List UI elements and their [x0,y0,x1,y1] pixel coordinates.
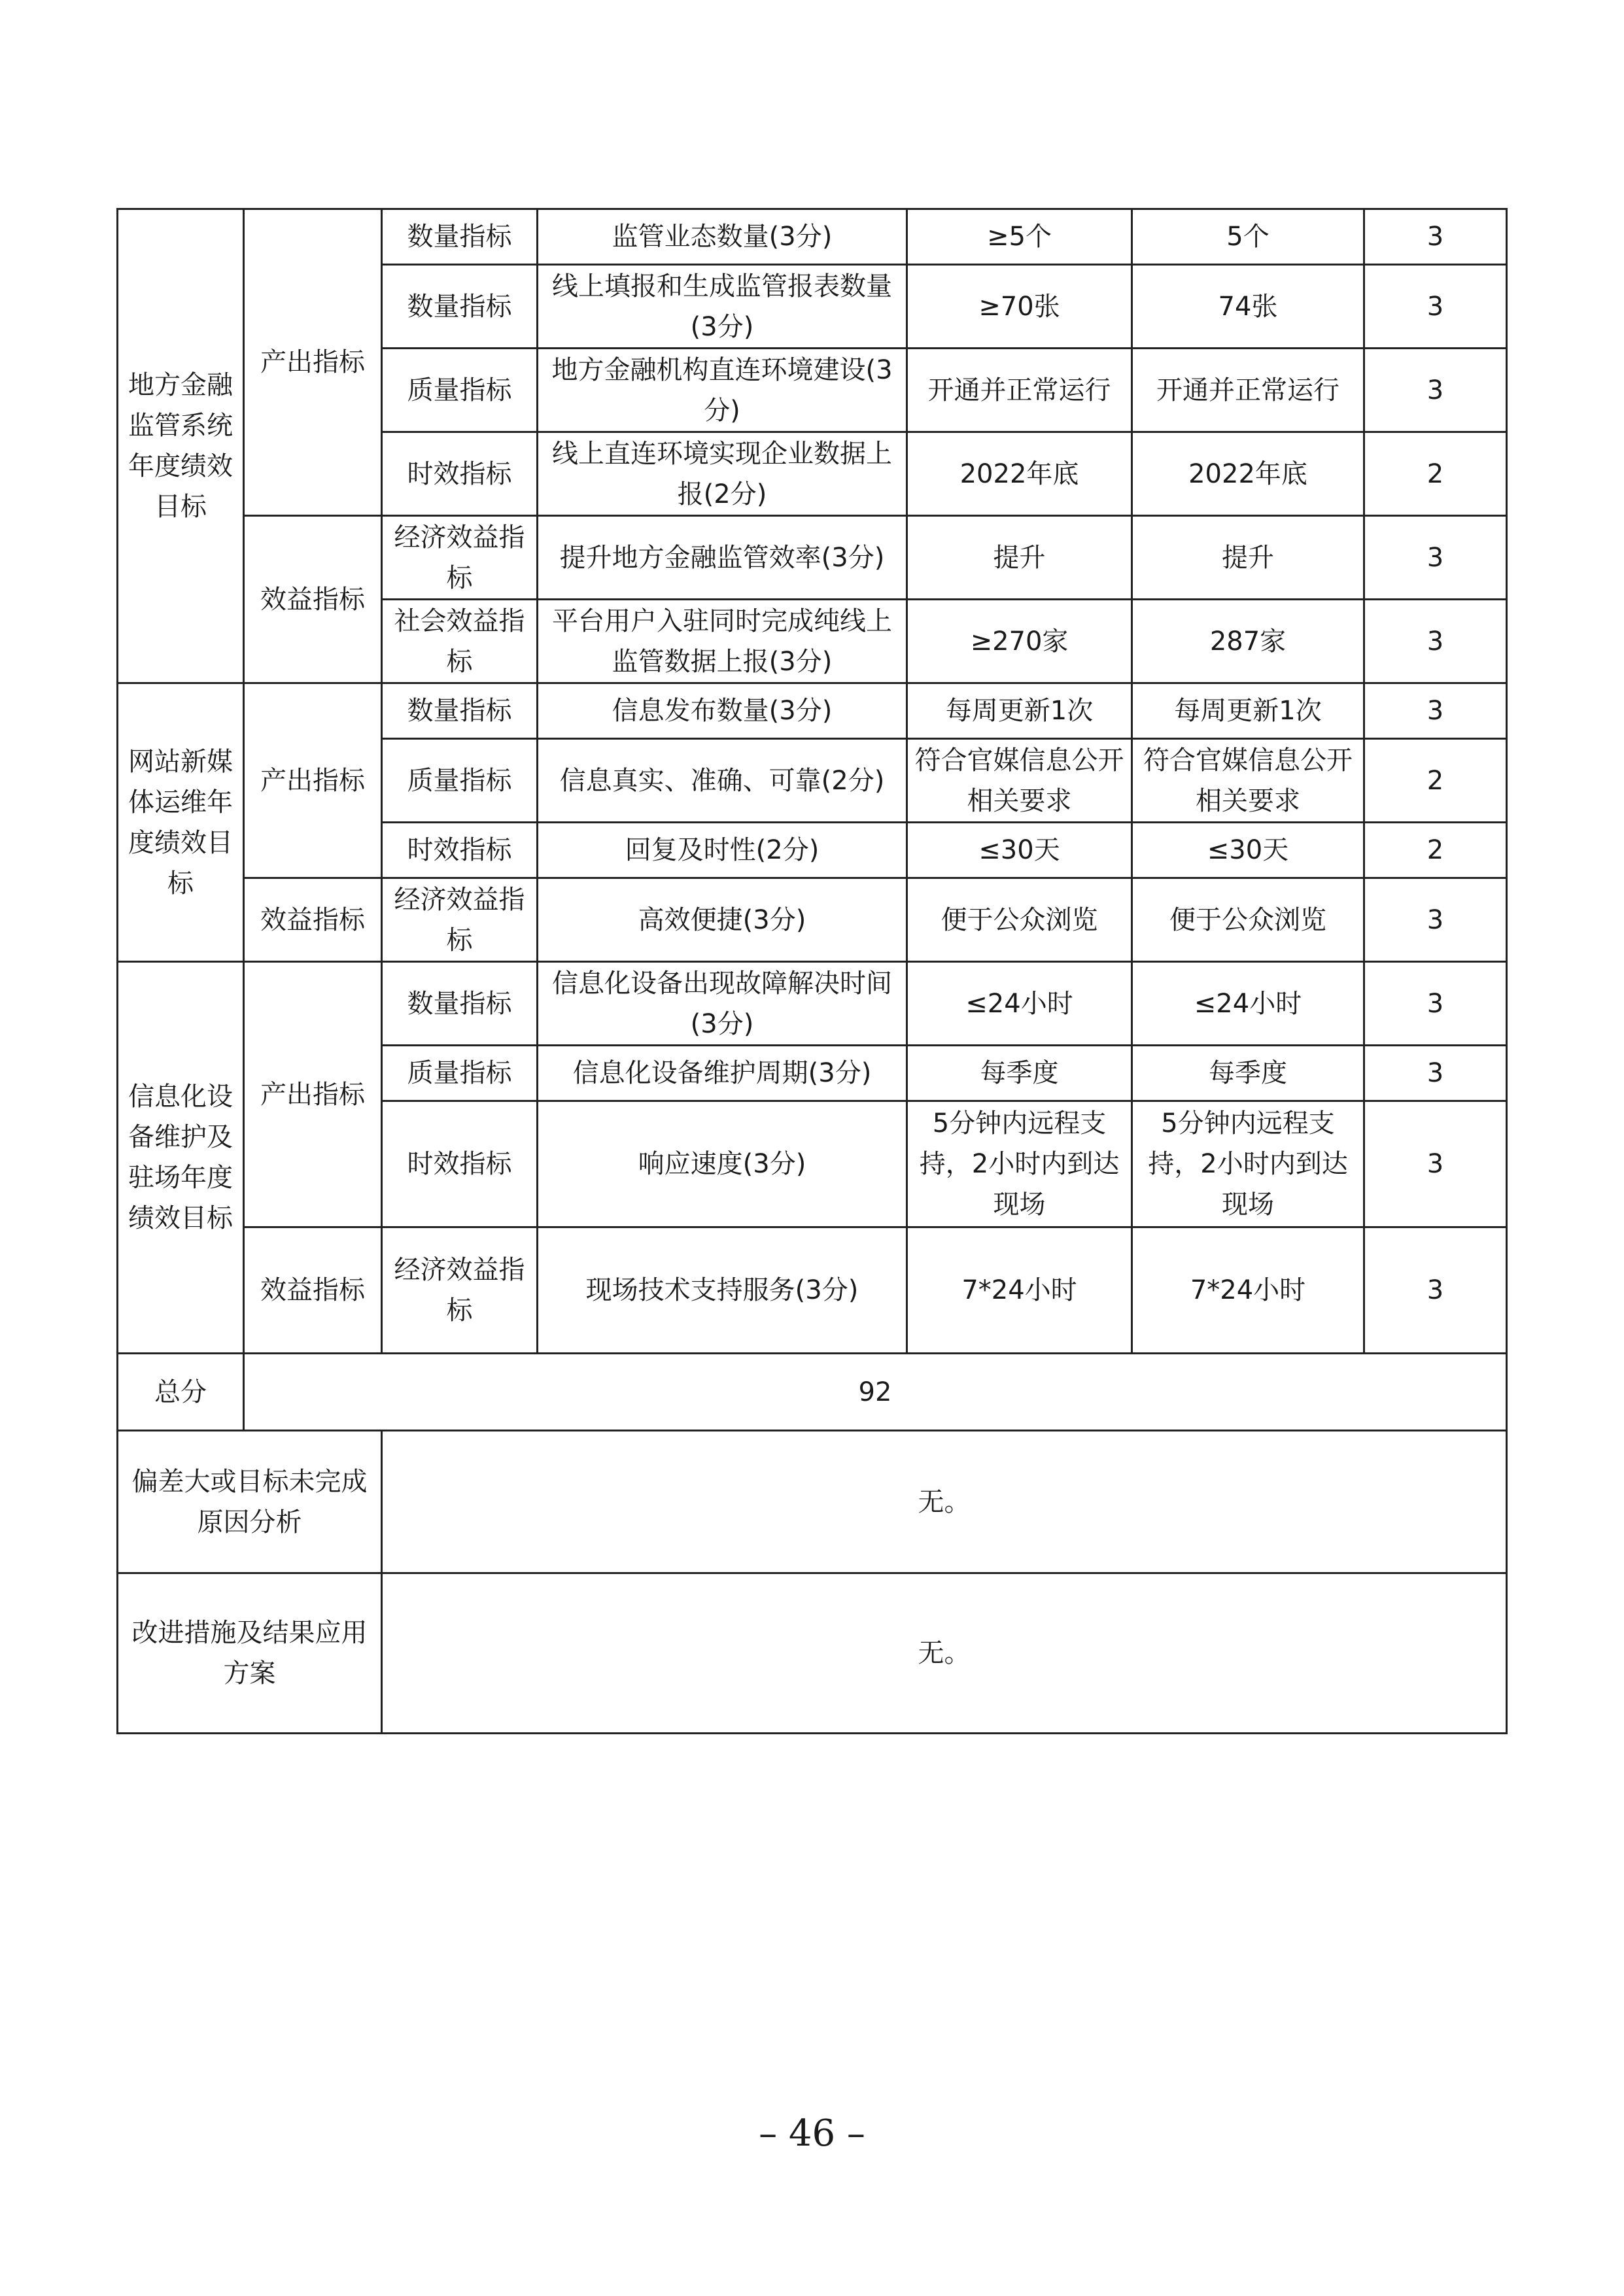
score-cell: 2 [1364,432,1507,516]
indicator-desc-cell: 地方金融机构直连环境建设(3分) [538,349,907,432]
table-row [118,878,1507,962]
improvement-label: 改进措施及结果应用方案 [118,1573,382,1734]
indicator-desc-cell: 监管业态数量(3分) [538,209,907,265]
category-cell: 效益指标 [244,516,382,683]
actual-cell: 5个 [1132,209,1364,265]
target-cell: ≥70张 [907,265,1132,349]
indicator-desc-cell: 现场技术支持服务(3分) [538,1227,907,1354]
score-cell: 2 [1364,823,1507,878]
group-label: 网站新媒体运维年度绩效目标 [118,683,244,962]
score-cell: 3 [1364,962,1507,1046]
sub-indicator-cell: 数量指标 [382,209,538,265]
sub-indicator-cell: 经济效益指标 [382,878,538,962]
actual-cell: 74张 [1132,265,1364,349]
sub-indicator-cell: 社会效益指标 [382,600,538,683]
sub-indicator-cell: 时效指标 [382,1101,538,1227]
actual-cell: 2022年底 [1132,432,1364,516]
actual-cell: ≤24小时 [1132,962,1364,1046]
actual-cell: 287家 [1132,600,1364,683]
indicator-desc-cell: 响应速度(3分) [538,1101,907,1227]
indicator-desc-cell: 提升地方金融监管效率(3分) [538,516,907,600]
score-cell: 3 [1364,265,1507,349]
table-row [118,683,1507,739]
category-cell: 效益指标 [244,1227,382,1354]
actual-cell: 提升 [1132,516,1364,600]
category-cell: 产出指标 [244,962,382,1227]
score-cell: 3 [1364,516,1507,600]
table-row [118,962,1507,1046]
target-cell: 提升 [907,516,1132,600]
sub-indicator-cell: 质量指标 [382,739,538,823]
target-cell: 便于公众浏览 [907,878,1132,962]
score-cell: 3 [1364,600,1507,683]
actual-cell: 便于公众浏览 [1132,878,1364,962]
improvement-row [118,1573,1507,1734]
actual-cell: 符合官媒信息公开相关要求 [1132,739,1364,823]
target-cell: 符合官媒信息公开相关要求 [907,739,1132,823]
total-label: 总分 [118,1354,244,1431]
deviation-label: 偏差大或目标未完成原因分析 [118,1431,382,1573]
deviation-row [118,1431,1507,1573]
indicator-desc-cell: 信息发布数量(3分) [538,683,907,739]
score-cell: 3 [1364,349,1507,432]
improvement-value: 无。 [382,1573,1507,1734]
total-value: 92 [244,1354,1507,1431]
total-row [118,1354,1507,1431]
category-cell: 效益指标 [244,878,382,962]
indicator-desc-cell: 高效便捷(3分) [538,878,907,962]
score-cell: 3 [1364,1227,1507,1354]
actual-cell: 每周更新1次 [1132,683,1364,739]
sub-indicator-cell: 数量指标 [382,962,538,1046]
indicator-desc-cell: 回复及时性(2分) [538,823,907,878]
target-cell: ≤30天 [907,823,1132,878]
score-cell: 2 [1364,739,1507,823]
indicator-desc-cell: 线上直连环境实现企业数据上报(2分) [538,432,907,516]
score-cell: 3 [1364,683,1507,739]
sub-indicator-cell: 数量指标 [382,683,538,739]
target-cell: 每季度 [907,1046,1132,1101]
target-cell: 2022年底 [907,432,1132,516]
actual-cell: 7*24小时 [1132,1227,1364,1354]
actual-cell: 每季度 [1132,1046,1364,1101]
performance-table [116,208,1508,1734]
sub-indicator-cell: 时效指标 [382,823,538,878]
group-label: 地方金融监管系统年度绩效目标 [118,209,244,683]
table-row [118,1227,1507,1354]
sub-indicator-cell: 经济效益指标 [382,516,538,600]
indicator-desc-cell: 信息化设备维护周期(3分) [538,1046,907,1101]
score-cell: 3 [1364,209,1507,265]
group-label: 信息化设备维护及驻场年度绩效目标 [118,962,244,1354]
indicator-desc-cell: 平台用户入驻同时完成纯线上监管数据上报(3分) [538,600,907,683]
page-number: – 46 – [759,2112,865,2155]
target-cell: 开通并正常运行 [907,349,1132,432]
sub-indicator-cell: 数量指标 [382,265,538,349]
indicator-desc-cell: 线上填报和生成监管报表数量(3分) [538,265,907,349]
table-row [118,209,1507,265]
sub-indicator-cell: 质量指标 [382,1046,538,1101]
target-cell: ≥270家 [907,600,1132,683]
actual-cell: ≤30天 [1132,823,1364,878]
indicator-desc-cell: 信息真实、准确、可靠(2分) [538,739,907,823]
actual-cell: 开通并正常运行 [1132,349,1364,432]
sub-indicator-cell: 经济效益指标 [382,1227,538,1354]
target-cell: 7*24小时 [907,1227,1132,1354]
sub-indicator-cell: 时效指标 [382,432,538,516]
table-row [118,516,1507,600]
deviation-value: 无。 [382,1431,1507,1573]
indicator-desc-cell: 信息化设备出现故障解决时间(3分) [538,962,907,1046]
score-cell: 3 [1364,1101,1507,1227]
target-cell: 5分钟内远程支持，2小时内到达现场 [907,1101,1132,1227]
target-cell: ≤24小时 [907,962,1132,1046]
category-cell: 产出指标 [244,209,382,516]
actual-cell: 5分钟内远程支持，2小时内到达现场 [1132,1101,1364,1227]
category-cell: 产出指标 [244,683,382,878]
target-cell: ≥5个 [907,209,1132,265]
score-cell: 3 [1364,1046,1507,1101]
target-cell: 每周更新1次 [907,683,1132,739]
sub-indicator-cell: 质量指标 [382,349,538,432]
score-cell: 3 [1364,878,1507,962]
